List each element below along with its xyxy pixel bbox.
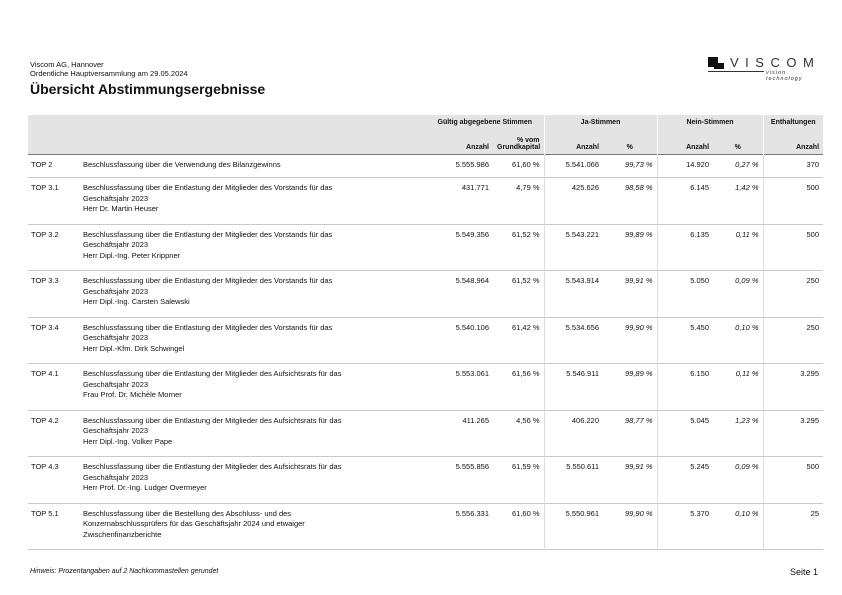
no-votes-pct: 0,09 % (735, 462, 759, 471)
subheader-blank (28, 129, 426, 155)
yes-votes-count: 5.543.914 (544, 271, 603, 318)
subheader-yes-pct: % (603, 129, 657, 155)
yes-votes-count: 5.550.961 (544, 503, 603, 550)
description-line: Geschäftsjahr 2023 (83, 379, 149, 389)
no-votes-pct: 0,11 % (735, 369, 759, 378)
yes-votes-count: 5.546.911 (544, 364, 603, 411)
no-votes-pct: 0,09 % (735, 276, 759, 285)
meeting-subtitle: Ordentliche Hauptversammlung am 29.05.2024 (30, 69, 188, 78)
description-line: Geschäftsjahr 2023 (83, 193, 149, 203)
description-line: Herr Dr. Martin Heuser (83, 204, 159, 213)
description-line: Geschäftsjahr 2023 (83, 286, 149, 296)
resolution-description (79, 155, 426, 178)
description-line: Herr Dipl.-Kfm. Dirk Schwingel (83, 343, 185, 353)
table-row (28, 410, 823, 457)
agenda-item-id: TOP 3.4 (31, 322, 59, 332)
table-row (28, 503, 823, 550)
yes-votes-count: 406.220 (544, 410, 603, 457)
yes-votes-pct: 99,73 % (624, 160, 653, 169)
agenda-item-id: TOP 5.1 (31, 508, 59, 518)
table-row (28, 224, 823, 271)
agenda-item-id: TOP 2 (31, 160, 53, 169)
yes-votes-pct: 99,89 % (624, 369, 653, 378)
yes-votes-pct: 99,90 % (624, 508, 653, 518)
abstentions-count: 500 (763, 224, 823, 271)
subheader-no-count: Anzahl (657, 129, 713, 155)
yes-votes-count: 5.543.221 (544, 224, 603, 271)
header-abstentions: Enthaltungen (763, 115, 823, 129)
viscom-logo (708, 55, 824, 82)
header-no-votes: Nein-Stimmen (657, 115, 763, 129)
yes-votes-pct: 98,58 % (624, 183, 653, 192)
agenda-item-id: TOP 3.2 (31, 229, 59, 239)
resolution-description (79, 317, 426, 364)
no-votes-count: 5.370 (657, 503, 713, 550)
table-row (28, 155, 823, 178)
yes-votes-count: 5.550.611 (544, 457, 603, 504)
description-line: Konzernabschlussprüfers für das Geschäftsjahr 2024 und etwaiger (83, 519, 305, 528)
valid-votes-count: 5.540.106 (455, 322, 489, 332)
agenda-item-id: TOP 4.3 (31, 462, 59, 471)
logo-underline (708, 71, 764, 72)
no-votes-pct: 0,10 % (735, 508, 759, 518)
header-yes-votes: Ja-Stimmen (544, 115, 657, 129)
description-line: Herr Dipl.-Ing. Volker Pape (83, 436, 173, 446)
resolution-description (79, 364, 426, 411)
subheader-valid-count: Anzahl (426, 129, 493, 155)
voting-results-table (28, 115, 823, 550)
no-votes-count: 5.450 (657, 317, 713, 364)
description-line: Geschäftsjahr 2023 (83, 472, 149, 482)
yes-votes-pct: 99,90 % (624, 322, 653, 332)
yes-votes-pct: 99,91 % (624, 276, 653, 285)
resolution-description (79, 178, 426, 225)
no-votes-count: 6.135 (657, 224, 713, 271)
no-votes-pct: 0,10 % (735, 322, 759, 332)
table-row (28, 271, 823, 318)
header-blank (28, 115, 426, 129)
abstentions-count: 250 (763, 317, 823, 364)
description-line: Beschlussfassung über die Entlastung der Mitglieder des Vorstands für das (83, 322, 333, 332)
abstentions-count: 3.295 (763, 364, 823, 411)
description-line: Frau Prof. Dr. Michèle Morner (83, 390, 182, 399)
resolution-description (79, 410, 426, 457)
agenda-item-id: TOP 4.1 (31, 369, 59, 378)
description-line: Beschlussfassung über die Entlastung der Mitglieder des Vorstands für das (83, 229, 333, 239)
resolution-description (79, 503, 426, 550)
valid-votes-count: 5.549.356 (455, 229, 489, 239)
agenda-item-id: TOP 3.3 (31, 276, 59, 285)
resolution-description (79, 271, 426, 318)
description-line: Geschäftsjahr 2023 (83, 240, 149, 249)
header-valid-votes: Gültig abgegebene Stimmen (426, 115, 544, 129)
yes-votes-count: 5.541.066 (544, 155, 603, 178)
no-votes-count: 5.245 (657, 457, 713, 504)
agenda-item-id: TOP 4.2 (31, 415, 59, 425)
company-name: Viscom AG, Hannover (30, 60, 104, 69)
description-line: Herr Dipl.-Ing. Carsten Salewski (83, 297, 190, 306)
rounding-note: Hinweis: Prozentangaben auf 2 Nachkommastellen gerundet (30, 568, 219, 575)
description-line: Geschäftsjahr 2023 (83, 426, 149, 435)
subheader-no-pct: % (713, 129, 763, 155)
description-line: Beschlussfassung über die Bestellung des Abschluss- und des (83, 508, 292, 518)
subheader-abstain-count: Anzahl (763, 129, 823, 155)
no-votes-pct: 1,23 % (735, 415, 759, 425)
abstentions-count: 370 (763, 155, 823, 178)
agenda-item-id: TOP 3.1 (31, 183, 59, 192)
valid-votes-count: 5.555.856 (455, 462, 489, 471)
valid-votes-pct: 4,79 % (516, 183, 540, 192)
yes-votes-count: 425.626 (544, 178, 603, 225)
description-line: Beschlussfassung über die Entlastung der Mitglieder des Vorstands für das (83, 276, 333, 285)
yes-votes-pct: 99,91 % (624, 462, 653, 471)
abstentions-count: 250 (763, 271, 823, 318)
description-line: Beschlussfassung über die Entlastung der Mitglieder des Aufsichtsrats für das (83, 462, 342, 471)
yes-votes-pct: 99,89 % (624, 229, 653, 239)
abstentions-count: 500 (763, 178, 823, 225)
no-votes-pct: 0,27 % (735, 160, 759, 169)
description-line: Geschäftsjahr 2023 (83, 333, 149, 342)
logo-wordmark: VISCOM (730, 55, 821, 70)
valid-votes-count: 5.553.061 (455, 369, 489, 378)
description-line: Beschlussfassung über die Entlastung der Mitglieder des Aufsichtsrats für das (83, 369, 342, 378)
valid-votes-pct: 61,52 % (511, 276, 540, 285)
no-votes-count: 6.145 (657, 178, 713, 225)
abstentions-count: 3.295 (763, 410, 823, 457)
logo-tagline: vision technology (766, 70, 803, 82)
no-votes-pct: 1,42 % (735, 183, 759, 192)
description-line: Beschlussfassung über die Entlastung der Mitglieder des Aufsichtsrats für das (83, 415, 342, 425)
valid-votes-count: 5.556.331 (455, 508, 489, 518)
subheader-yes-count: Anzahl (544, 129, 603, 155)
page-title: Übersicht Abstimmungsergebnisse (30, 81, 266, 97)
description-line: Beschlussfassung über die Verwendung des Bilanzgewinns (83, 160, 281, 169)
resolution-description (79, 224, 426, 271)
abstentions-count: 500 (763, 457, 823, 504)
table-row (28, 364, 823, 411)
table-sub-header-row (28, 129, 823, 155)
abstentions-count: 25 (763, 503, 823, 550)
description-line: Herr Prof. Dr.-Ing. Ludger Overmeyer (83, 483, 207, 492)
subheader-valid-pct: % vom Grundkapital (493, 129, 544, 155)
no-votes-count: 5.045 (657, 410, 713, 457)
description-line: Zwischenfinanzberichte (83, 529, 162, 539)
yes-votes-count: 5.534.656 (544, 317, 603, 364)
valid-votes-pct: 61,60 % (511, 508, 540, 518)
valid-votes-count: 5.555.986 (455, 160, 489, 169)
table-group-header-row (28, 115, 823, 129)
table-row (28, 457, 823, 504)
valid-votes-count: 411.265 (462, 415, 489, 425)
valid-votes-pct: 61,59 % (511, 462, 540, 471)
valid-votes-count: 431.771 (461, 183, 489, 192)
valid-votes-pct: 4,56 % (516, 415, 540, 425)
page-number: Seite 1 (790, 567, 819, 577)
valid-votes-count: 5.548.964 (455, 276, 489, 285)
table-row (28, 178, 823, 225)
valid-votes-pct: 61,42 % (511, 322, 540, 332)
no-votes-count: 6.150 (657, 364, 713, 411)
logo-mark-shadow-icon (714, 63, 724, 69)
no-votes-count: 14.920 (657, 155, 713, 178)
valid-votes-pct: 61,52 % (511, 229, 540, 239)
resolution-description (79, 457, 426, 504)
valid-votes-pct: 61,56 % (511, 369, 540, 378)
description-line: Beschlussfassung über die Entlastung der Mitglieder des Vorstands für das (83, 183, 333, 192)
table-row (28, 317, 823, 364)
no-votes-count: 5.050 (657, 271, 713, 318)
description-line: Herr Dipl.-Ing. Peter Krippner (83, 250, 181, 260)
no-votes-pct: 0,11 % (735, 229, 759, 239)
yes-votes-pct: 98,77 % (624, 415, 653, 425)
valid-votes-pct: 61,60 % (511, 160, 540, 169)
